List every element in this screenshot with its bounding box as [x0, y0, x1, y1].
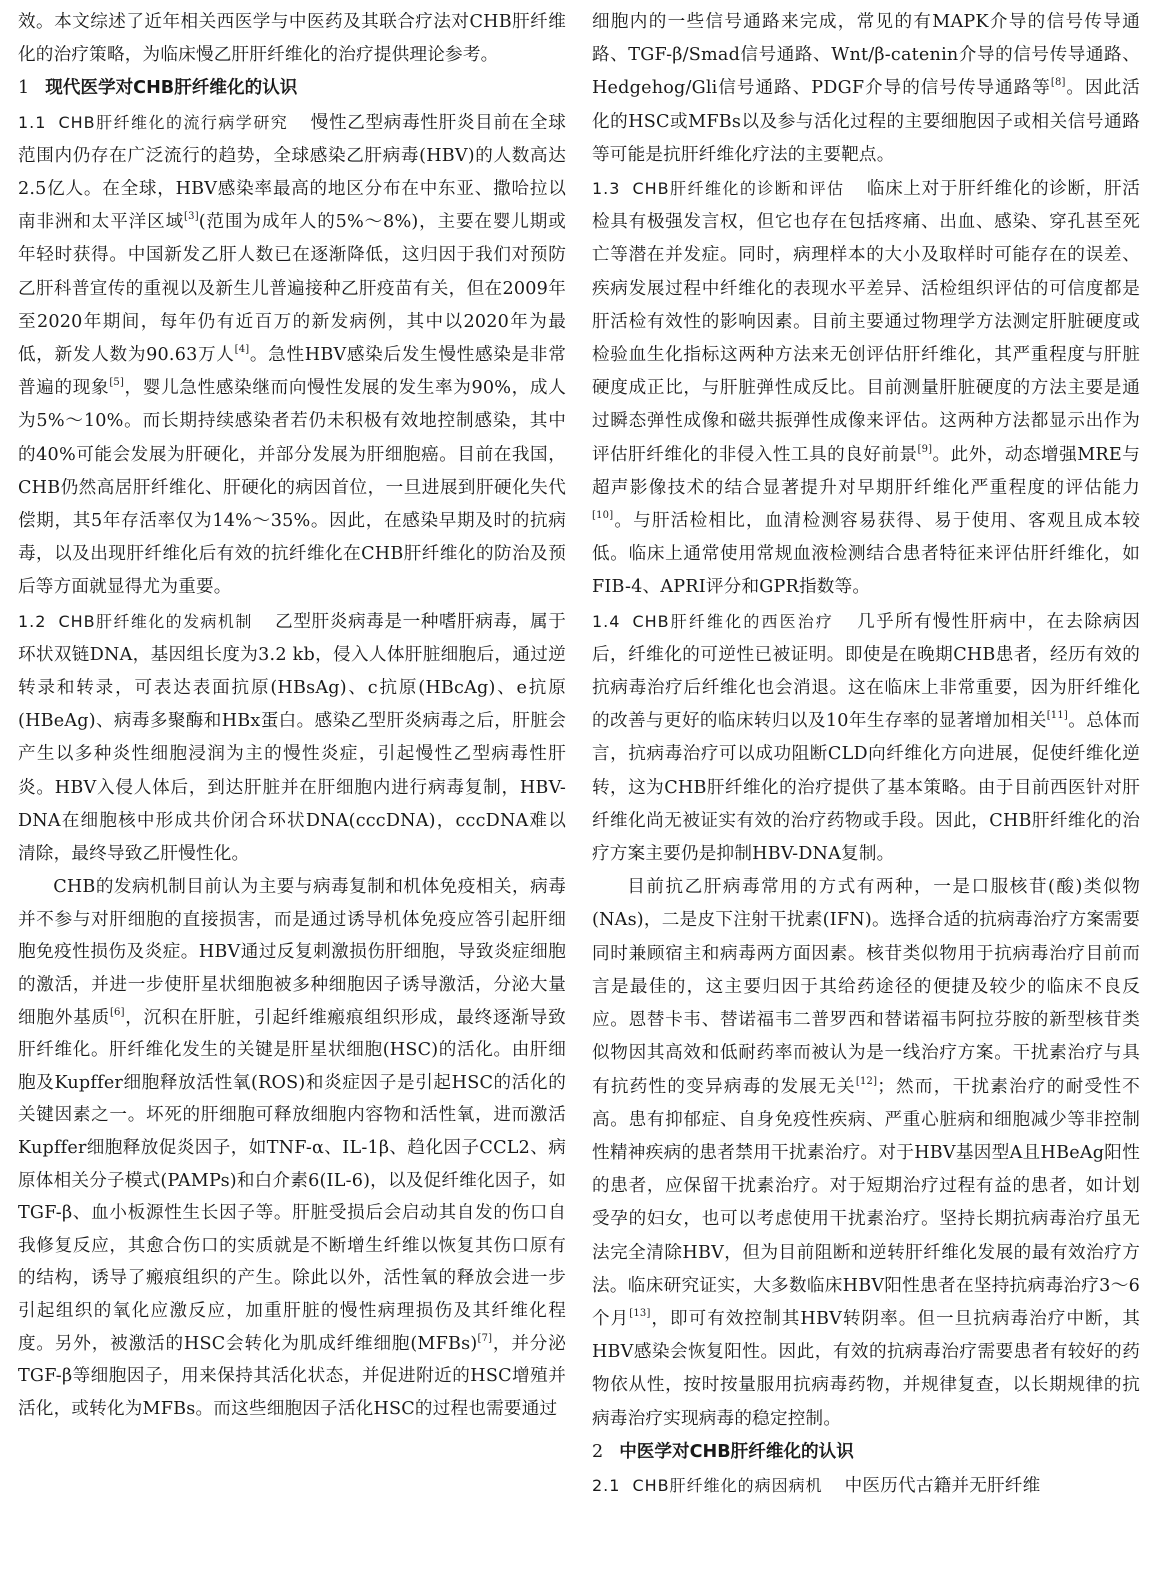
- citation-ref: [12]: [855, 1075, 878, 1087]
- section-1-4-paragraph: [592, 605, 1140, 872]
- subsection-1-1-heading: [18, 113, 288, 132]
- signaling-paragraph: [592, 6, 1140, 172]
- subsection-number: 1.3: [592, 179, 621, 199]
- paragraph-text: 。与肝活检相比，血清检测容易获得、易于使用、客观且成本较低。临床上通常使用常规血液检测结合患者特征来评估肝纤维化，如FIB-4、APRI评分和GPR指数等。: [592, 511, 1140, 598]
- paragraph-text: 。因此活化的HSC或MFBs以及参与活化过程的主要细胞因子或相关信号通路等可能是抗肝纤维化疗法的主要靶点。: [592, 78, 1140, 165]
- subsection-title: CHB肝纤维化的诊断和评估: [632, 179, 845, 199]
- section-1-heading: [18, 72, 566, 105]
- section-title: 现代医学对CHB肝纤维化的认识: [45, 78, 298, 99]
- paragraph-text: ，即可有效控制其HBV转阴率。但一旦抗病毒治疗中断，其HBV感染会恢复阳性。因此，有效的抗病毒治疗需要患者有较好的药物依从性，按时按量服用抗病毒药物，并规律复查，以长期规律的抗病毒治疗实现病毒的稳定控制。: [592, 1308, 1140, 1429]
- paragraph-text: 慢性乙型病毒性肝炎目前在全球范围内仍存在广泛流行的趋势，全球感染乙肝病毒(HBV)的人数高达2.5亿人。在全球，HBV感染率最高的地区分布在中东亚、撒哈拉以南非洲和太平洋区域: [18, 112, 566, 233]
- citation-ref: [9]: [917, 443, 933, 455]
- subsection-title: CHB肝纤维化的发病机制: [58, 611, 253, 631]
- subsection-title: CHB肝纤维化的病因病机: [632, 1475, 823, 1495]
- section-2-1-paragraph: [592, 1469, 1140, 1503]
- section-1-1-paragraph: [18, 106, 566, 605]
- antiviral-paragraph: [592, 871, 1140, 1435]
- section-1-2-paragraph: [18, 605, 566, 872]
- paragraph-text: 几乎所有慢性肝病中，在去除病因后，纤维化的可逆性已被证明。即使是在晚期CHB患者，经历有效的抗病毒治疗后纤维化也会消退。这在临床上非常重要，因为肝纤维化的改善与更好的临床转归以及10年生存率的显著增加相关: [592, 611, 1140, 732]
- subsection-title: CHB肝纤维化的西医治疗: [632, 611, 835, 631]
- right-column: [592, 6, 1140, 1590]
- citation-ref: [13]: [629, 1307, 651, 1319]
- citation-ref: [6]: [109, 1006, 125, 1018]
- citation-ref: [4]: [234, 344, 250, 356]
- paragraph-text: 细胞内的一些信号通路来完成，常见的有MAPK介导的信号传导通路、TGF-β/Smad信号通路、Wnt/β-catenin介导的信号传导通路、Hedgehog/Gli信号通路、PDGF介导的信号传导通路等: [592, 12, 1140, 99]
- section-1-3-paragraph: [592, 172, 1140, 605]
- subsection-number: 1.4: [592, 611, 621, 631]
- citation-ref: [7]: [477, 1332, 493, 1344]
- paragraph-text: 。急性HBV感染后发生慢性感染是非常普遍的现象: [18, 345, 566, 399]
- section-title: 中医学对CHB肝纤维化的认识: [619, 1441, 854, 1462]
- section-number: 1: [18, 78, 30, 99]
- subsection-1-2-heading: [18, 612, 253, 631]
- section-number: 2: [592, 1441, 604, 1462]
- paragraph-text: ，沉积在肝脏，引起纤维瘢痕组织形成，最终逐渐导致肝纤维化。肝纤维化发生的关键是肝星状细胞(HSC)的活化。由肝细胞及Kupffer细胞释放活性氧(ROS)和炎症因子是引起HSC的活化的关键因素之一。坏死的肝细胞可释放细胞内容物和活性氧，进而激活Kupffer细胞释放促炎因子，如TNF-α、IL-1β、趋化因子CCL2、病原体相关分子模式(PAMPs)和白介素6(IL-6)，以及促纤维化因子，如TGF-β、血小板源性生长因子等。肝脏受损后会启动其自发的伤口自我修复反应，其愈合伤口的实质就是不断增生纤维以恢复其伤口原有的结构，诱导了瘢痕组织的产生。除此以外，活性氧的释放会进一步引起组织的氧化应激反应，加重肝脏的慢性病理损伤及其纤维化程度。另外，被激活的HSC会转化为肌成纤维细胞(MFBs): [18, 1007, 566, 1354]
- paragraph-text: ，婴儿急性感染继而向慢性发展的发生率为90%，成人为5%～10%。而长期持续感染者若仍未积极有效地控制感染，其中的40%可能会发展为肝硬化，并部分发展为肝细胞癌。目前在我国，CHB仍然高居肝纤维化、肝硬化的病因首位，一旦进展到肝硬化失代偿期，其5年存活率仅为14%～35%。因此，在感染早期及时的抗病毒，以及出现肝纤维化后有效的抗纤维化在CHB肝纤维化的防治及预后等方面就显得尤为重要。: [18, 378, 566, 598]
- paragraph-text: 中医历代古籍并无肝纤维: [844, 1475, 1041, 1496]
- citation-ref: [11]: [1046, 710, 1069, 722]
- paragraph-text: ；然而，干扰素治疗的耐受性不高。患有抑郁症、自身免疫性疾病、严重心脏病和细胞减少等非控制性精神疾病的患者禁用干扰素治疗。对于HBV基因型A且HBeAg阳性的患者，应保留干扰素治疗。对于短期治疗过程有益的患者，如计划受孕的妇女，也可以考虑使用干扰素治疗。坚持长期抗病毒治疗虽无法完全清除HBV，但为目前阻断和逆转肝纤维化发展的最有效治疗方法。临床研究证实，大多数临床HBV阳性患者在坚持抗病毒治疗3～6个月: [592, 1076, 1140, 1329]
- citation-ref: [8]: [1050, 77, 1066, 89]
- paragraph-text: 目前抗乙肝病毒常用的方式有两种，一是口服核苷(酸)类似物(NAs)，二是皮下注射干扰素(IFN)。选择合适的抗病毒治疗方案需要同时兼顾宿主和病毒两方面因素。核苷类似物用于抗病毒治疗目前而言是最佳的，这主要归因于其给药途径的便捷及较少的临床不良反应。恩替卡韦、替诺福韦二普罗西和替诺福韦阿拉芬胺的新型核苷类似物因其高效和低耐药率而被认为是一线治疗方案。干扰素治疗与具有抗药性的变异病毒的发展无关: [592, 877, 1140, 1097]
- paragraph-text: 。总体而言，抗病毒治疗可以成功阻断CLD向纤维化方向进展，促使纤维化逆转，这为CHB肝纤维化的治疗提供了基本策略。由于目前西医针对肝纤维化尚无被证实有效的治疗药物或手段。因此，CHB肝纤维化的治疗方案主要仍是抑制HBV-DNA复制。: [592, 711, 1140, 865]
- subsection-number: 1.2: [18, 611, 47, 631]
- left-column: [18, 6, 566, 1590]
- paragraph-text: (范围为成年人的5%～8%)，主要在婴儿期或年轻时获得。中国新发乙肝人数已在逐渐降低，这归因于我们对预防乙肝科普宣传的重视以及新生儿普遍接种乙肝疫苗有关，但在2009年至2020年期间，每年仍有近百万的新发病例，其中以2020年为最低，新发人数为90.63万人: [18, 212, 566, 366]
- paragraph-text: 临床上对于肝纤维化的诊断，肝活检具有极强发言权，但它也存在包括疼痛、出血、感染、穿孔甚至死亡等潜在并发症。同时，病理样本的大小及取样时可能存在的误差、疾病发展过程中纤维化的表现水平差异、活检组织评估的可信度都是肝活检有效性的影响因素。目前主要通过物理学方法测定肝脏硬度或检验血生化指标这两种方法来无创评估肝纤维化，其严重程度与肝脏硬度成正比，与肝脏弹性成反比。目前测量肝脏硬度的方法主要是通过瞬态弹性成像和磁共振弹性成像来评估。这两种方法都显示出作为评估肝纤维化的非侵入性工具的良好前景: [592, 179, 1140, 465]
- pathogenesis-paragraph: [18, 871, 566, 1425]
- subsection-number: 1.1: [18, 112, 47, 132]
- subsection-1-3-heading: [592, 179, 844, 198]
- intro-paragraph-end: 效。本文综述了近年相关西医学与中医药及其联合疗法对CHB肝纤维化的治疗策略，为临床慢乙肝肝纤维化的治疗提供理论参考。: [18, 12, 566, 66]
- paragraph-text: CHB的发病机制目前认为主要与病毒复制和机体免疫相关，病毒并不参与对肝细胞的直接损害，而是通过诱导机体免疫应答引起肝细胞免疫性损伤及炎症。HBV通过反复刺激损伤肝细胞，导致炎症细胞的激活，并进一步使肝星状细胞被多种细胞因子诱导激活，分泌大量细胞外基质: [18, 877, 566, 1028]
- section-2-heading: [592, 1436, 1140, 1469]
- subsection-2-1-heading: [592, 1476, 823, 1495]
- subsection-number: 2.1: [592, 1475, 621, 1495]
- paragraph-text: ，并分泌TGF-β等细胞因子，用来保持其活化状态，并促进附近的HSC增殖并活化，或转化为MFBs。而这些细胞因子活化HSC的过程也需要通过: [18, 1333, 566, 1419]
- subsection-title: CHB肝纤维化的流行病学研究: [58, 112, 289, 132]
- citation-ref: [10]: [592, 510, 614, 522]
- paragraph-text: 乙型肝炎病毒是一种嗜肝病毒，属于环状双链DNA，基因组长度为3.2 kb，侵入人体肝脏细胞后，通过逆转录和转录，可表达表面抗原(HBsAg)、c抗原(HBcAg)、e抗原(HBeAg)、病毒多聚酶和HBx蛋白。感染乙型肝炎病毒之后，肝脏会产生以多种炎性细胞浸润为主的慢性炎症，引起慢性乙型病毒性肝炎。HBV入侵人体后，到达肝脏并在肝细胞内进行病毒复制，HBV-DNA在细胞核中形成共价闭合环状DNA(cccDNA)，cccDNA难以清除，最终导致乙肝慢性化。: [18, 611, 566, 865]
- citation-ref: [3]: [184, 211, 199, 223]
- subsection-1-4-heading: [592, 612, 834, 631]
- citation-ref: [5]: [109, 377, 125, 389]
- paragraph-text: 。此外，动态增强MRE与超声影像技术的结合显著提升对早期肝纤维化严重程度的评估能力: [592, 444, 1140, 498]
